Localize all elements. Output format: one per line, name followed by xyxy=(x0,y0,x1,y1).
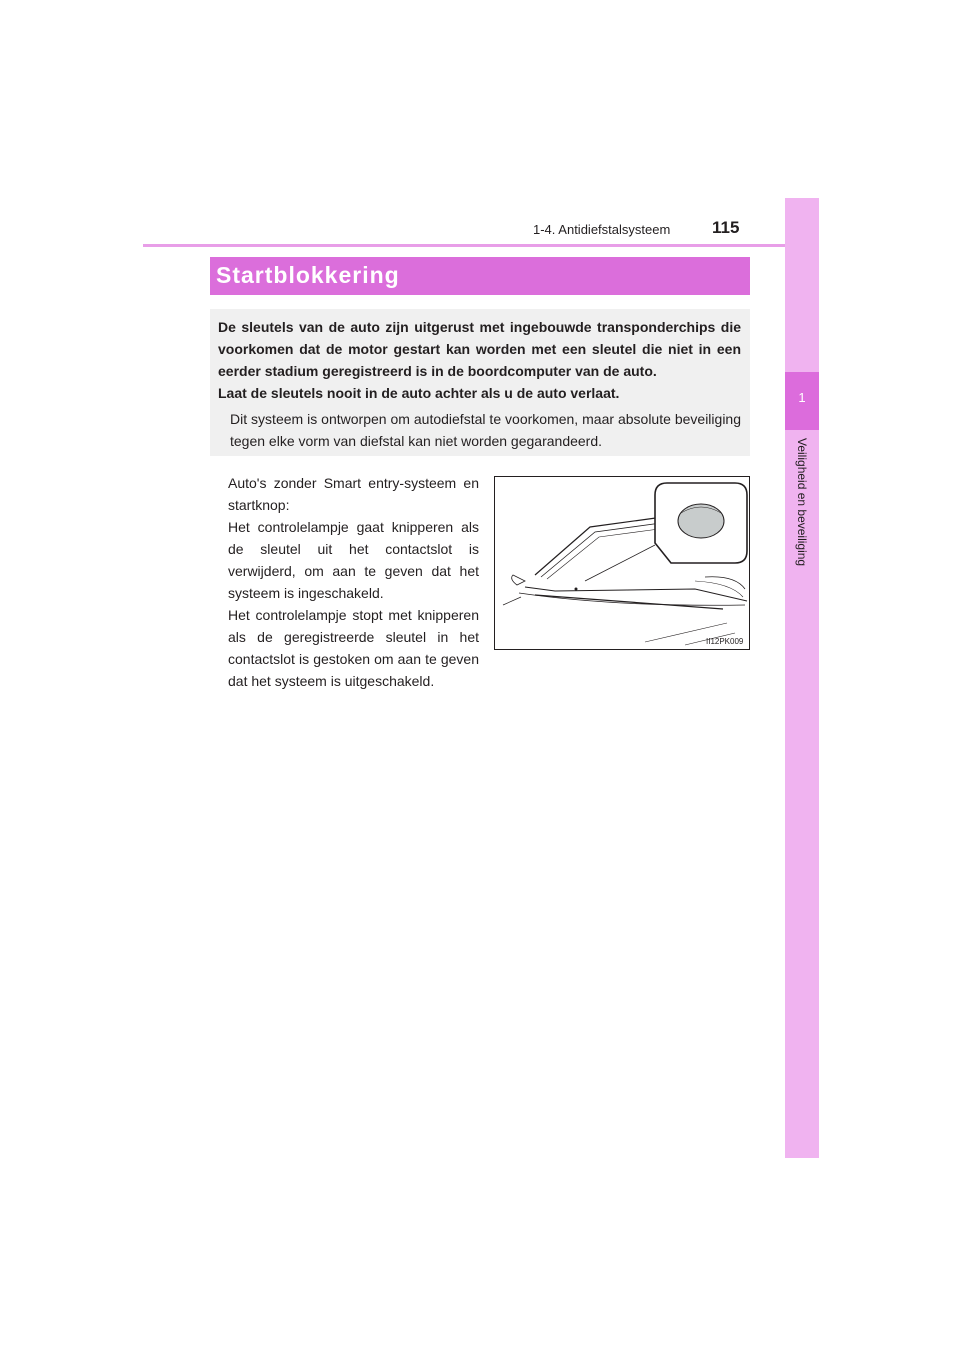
chapter-side-tab[interactable] xyxy=(785,198,819,1158)
windshield-illustration xyxy=(495,477,749,649)
page-number: 115 xyxy=(712,218,740,237)
intro-paragraph: De sleutels van de auto zijn uitgerust met ingebouwde transponderchips die voorkomen dat de motor gestart kan worden met een sleutel die niet in een eerder stadium geregistreerd is in de boordcomputer van de auto. xyxy=(218,319,741,379)
body-paragraph-condition: Auto's zonder Smart entry-systeem en startknop: xyxy=(228,475,479,513)
body-paragraph-on: Het controlelampje gaat knipperen als de sleutel uit het contactslot is verwijderd, om aan te geven dat het systeem is ingeschakeld. xyxy=(228,519,479,601)
chapter-label: Veiligheid en beveiliging xyxy=(795,438,809,567)
page-title: Startblokkering xyxy=(216,262,400,288)
section-title: 1-4. Antidiefstalsysteem xyxy=(533,222,671,237)
figure-code: II12PK009 xyxy=(706,637,744,646)
body-paragraph-off: Het controlelampje stopt met knipperen als de geregistreerde sleutel in het contactslot is gestoken om aan te geven dat het systeem is uitgeschakeld. xyxy=(228,607,479,689)
intro-warning: Laat de sleutels nooit in de auto achter als u de auto verlaat. xyxy=(218,385,620,401)
indicator-figure xyxy=(494,476,750,650)
intro-note: Dit systeem is ontworpen om autodiefstal te voorkomen, maar absolute beveiliging tegen elke vorm van diefstal kan niet worden gegarandeerd. xyxy=(230,411,741,449)
chapter-number: 1 xyxy=(798,390,806,405)
header-rule xyxy=(143,244,819,247)
